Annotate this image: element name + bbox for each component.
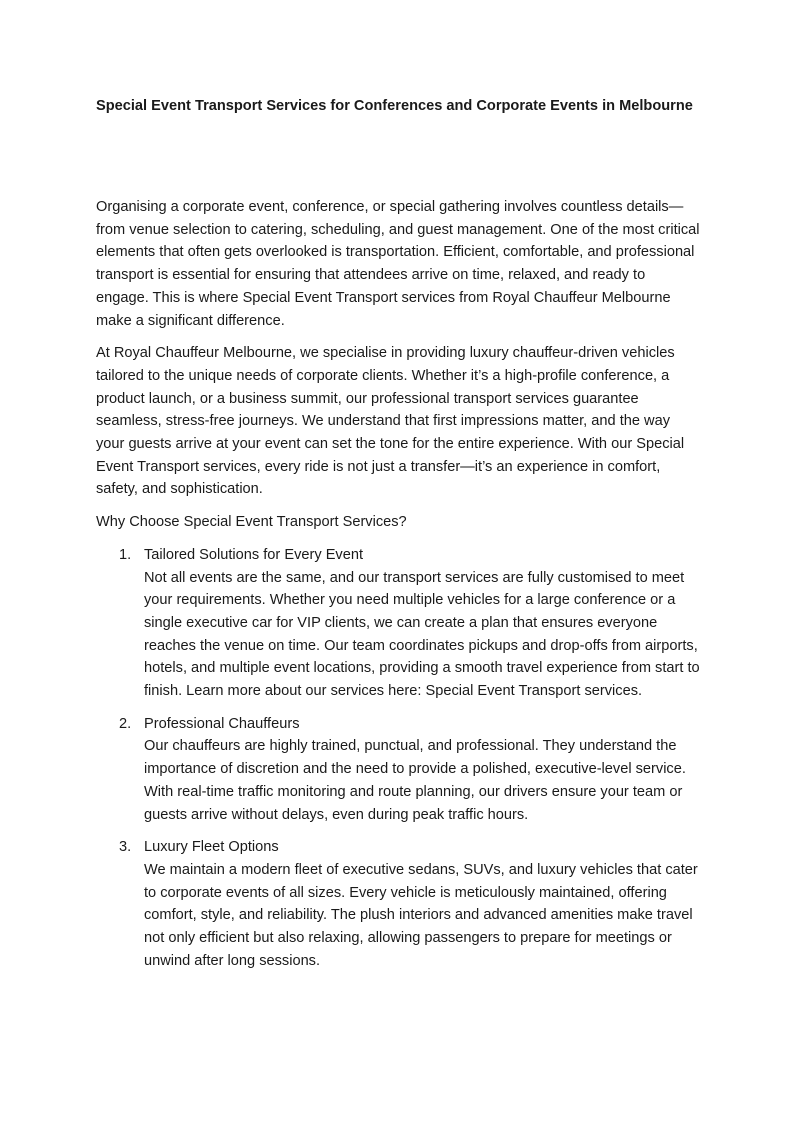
company-paragraph: At Royal Chauffeur Melbourne, we specialise in providing luxury chauffeur-driven vehicles tailored to the unique needs of corporate clients. Whether it’s a high-profile conference, a product launch, or a business summit, our professional transport services guarantee seamless, stress-free journeys. We understand that first impressions matter, and the way your guests arrive at your event can set the tone for the entire experience. With our Special Event Transport services, every ride is not just a transfer—it’s an experience in comfort, safety, and sophistication. (96, 345, 685, 498)
list-item-body: Not all events are the same, and our transport services are fully customised to meet your requirements. Whether you need multiple vehicles for a large conference or a single executive car for VIP clients, we can create a plan that ensures everyone reaches the venue on time. Our team coordinates pickups and drop-offs from airports, hotels, and multiple event locations, providing a smooth travel experience from start to finish. Learn more about our services here: Special Event Transport services. (144, 569, 700, 700)
list-item-body: Our chauffeurs are highly trained, punctual, and professional. They understand the importance of discretion and the need to provide a polished, executive-level service. With real-time traffic monitoring and route planning, our drivers ensure your team or guests arrive without delays, even during peak traffic hours. (144, 738, 686, 823)
list-item-number: 3. (119, 839, 132, 856)
list-item-title: Professional Chauffeurs (144, 715, 300, 732)
reasons-list (96, 544, 700, 973)
list-item (96, 836, 700, 972)
list-item (96, 544, 700, 703)
list-item-title: Tailored Solutions for Every Event (144, 546, 364, 563)
document-title: Special Event Transport Services for Conferences and Corporate Events in Melbourne (96, 98, 693, 114)
list-item-number: 1. (119, 546, 132, 563)
intro-paragraph: Organising a corporate event, conference, or special gathering involves countless details—from venue selection to catering, scheduling, and guest management. One of the most critical elements that often gets overlooked is transportation. Efficient, comfortable, and professional transport is essential for ensuring that attendees arrive on time, relaxed, and ready to engage. This is where Special Event Transport services from Royal Chauffeur Melbourne make a significant difference. (96, 199, 700, 329)
section-heading: Why Choose Special Event Transport Services? (96, 514, 407, 531)
list-item-title: Luxury Fleet Options (144, 839, 279, 856)
list-item (96, 713, 700, 827)
document-body (96, 196, 700, 983)
list-item-body: We maintain a modern fleet of executive sedans, SUVs, and luxury vehicles that cater to corporate events of all sizes. Every vehicle is meticulously maintained, offering comfort, style, and reliability. The plush interiors and advanced amenities make travel not only efficient but also relaxing, allowing passengers to prepare for meetings or unwind after long sessions. (144, 861, 698, 969)
list-item-number: 2. (119, 715, 132, 732)
